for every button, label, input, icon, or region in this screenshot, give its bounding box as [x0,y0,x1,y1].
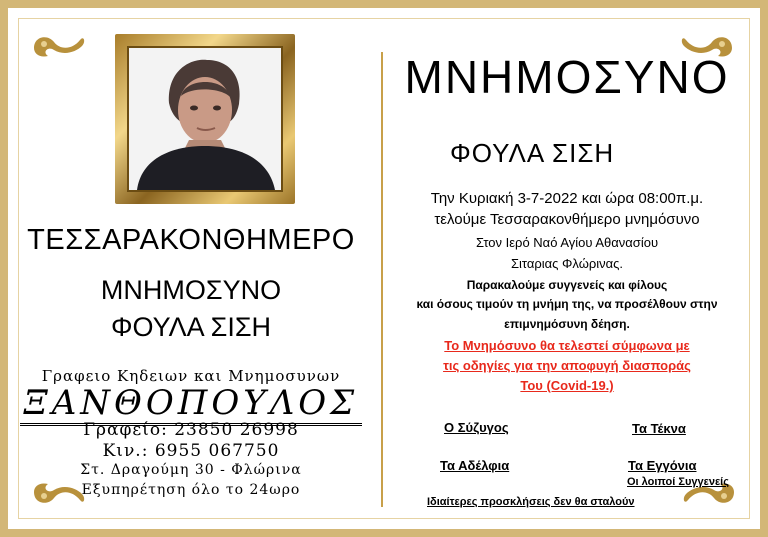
office-address: Στ. Δραγούμη 30 - Φλώρινα [80,462,302,478]
memorial-subtitle: ΜΝΗΜΟΣΥΝΟ [100,275,282,305]
signature-other-relatives: Οι λοιποί Συγγενείς [627,476,729,488]
location-line: Σιταριας Φλώρινας. [510,256,624,271]
funeral-office-brand [0,383,382,423]
scroll-ornament-icon [30,30,88,60]
covid-notice-line-3: Του (Covid-19.) [520,378,614,393]
deceased-name: ΦΟΥΛΑ ΣΙΣΗ [110,312,272,342]
church-line: Στον Ιερό Ναό Αγίου Αθανασίου [475,235,659,250]
signature-children: Τα Τέκνα [632,421,686,436]
mobile-phone: Κιν.: 6955 067750 [102,441,280,461]
invitation-line-3: επιμνημόσυνη δέηση. [504,317,630,331]
brand-text: ΞΑΝΘΟΠΟΥΛΟΣ [20,383,362,426]
ceremony-type-line: τελούμε Τεσσαρακονθήμερο μνημόσυνο [434,211,700,228]
funeral-office-label: Γραφειο Κηδειων και Μνημοσυνων [41,367,341,385]
memorial-title: ΜΝΗΜΟΣΥΝΟ [404,51,730,103]
invitation-line: Παρακαλούμε συγγενείς και φίλους [466,278,668,292]
ceremony-date-line: Την Κυριακή 3-7-2022 και ώρα 08:00π.μ. [430,190,704,207]
covid-notice-line: Το Μνημόσυνο θα τελεστεί σύμφωνα με [444,338,690,353]
signature-spouse: Ο Σύζυγος [444,420,509,435]
portrait-photo [127,46,283,192]
signature-grandchildren: Τα Εγγόνια [628,458,697,473]
signature-siblings: Τα Αδέλφια [440,458,510,473]
service-hours: Εξυπηρέτηση όλο το 24ωρο [81,482,301,498]
footer-note: Ιδιαίτερες προσκλήσεις δεν θα σταλούν [427,496,635,508]
invitation-line-2: και όσους τιμούν τη μνήμη της, να προσέλθουν στην [416,297,718,311]
memorial-type-title: ΤΕΣΣΑΡΑΚΟΝΘΗΜΕΡΟ [27,224,355,256]
portrait-frame [115,34,295,204]
deceased-name-right: ΦΟΥΛΑ ΣΙΣΗ [450,138,615,168]
portrait-person-icon [129,48,281,190]
covid-notice-line-2: τις οδηγίες για την αποφυγή διασποράς [443,358,691,373]
office-phone: Γραφείο: 23850 26998 [83,420,299,440]
